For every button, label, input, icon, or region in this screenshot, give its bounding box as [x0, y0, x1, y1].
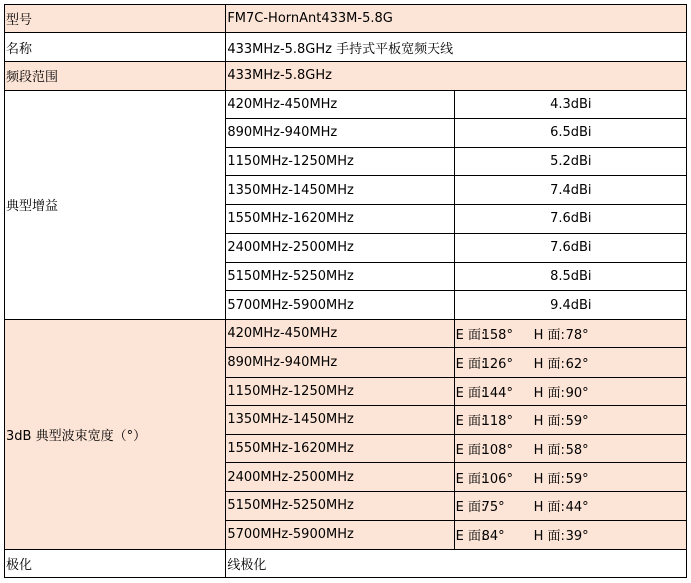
- gain-value: 9.4dBi: [454, 290, 686, 319]
- gain-band: 1150MHz-1250MHz: [226, 147, 454, 175]
- gain-value: 6.5dBi: [454, 118, 686, 147]
- h-plane-value: 78°: [565, 328, 589, 344]
- beam-values: [454, 492, 686, 520]
- beam-band: 1150MHz-1250MHz: [226, 377, 454, 405]
- beamwidth-label: 3dB 典型波束宽度（°）: [5, 320, 226, 550]
- gain-band: 420MHz-450MHz: [226, 90, 454, 118]
- e-plane-label: E 面:: [455, 385, 486, 401]
- gain-band: 1350MHz-1450MHz: [226, 176, 454, 205]
- beam-values: [454, 348, 686, 377]
- freq-range-value: 433MHz-5.8GHz: [226, 62, 687, 90]
- h-plane-value: 59°: [565, 414, 589, 430]
- e-plane-label: E 面:: [455, 443, 486, 459]
- beam-band: 420MHz-450MHz: [226, 320, 454, 348]
- e-plane-value: 75°: [481, 500, 505, 516]
- h-plane-value: 59°: [565, 471, 589, 487]
- beam-values: [454, 320, 686, 348]
- e-plane-value: 118°: [481, 414, 513, 430]
- spec-table-body: [5, 5, 687, 578]
- freq-range-label: 频段范围: [5, 62, 226, 90]
- row-freq-range: [5, 62, 687, 90]
- gain-band: 2400MHz-2500MHz: [226, 233, 454, 262]
- e-plane-label: E 面:: [455, 529, 486, 545]
- gain-band: 5150MHz-5250MHz: [226, 262, 454, 290]
- polarization-label: 极化: [5, 549, 226, 577]
- h-plane-value: 62°: [565, 356, 589, 372]
- h-plane-label: H 面:: [533, 471, 565, 487]
- name-label: 名称: [5, 33, 226, 62]
- row-name: [5, 33, 687, 62]
- gain-value: 7.4dBi: [454, 176, 686, 205]
- gain-label: 典型增益: [5, 90, 226, 320]
- h-plane-value: 90°: [565, 385, 589, 401]
- model-value: FM7C-HornAnt433M-5.8G: [226, 5, 687, 33]
- beam-values: [454, 377, 686, 405]
- e-plane-value: 144°: [481, 385, 513, 401]
- h-plane-label: H 面:: [533, 356, 565, 372]
- gain-band: 5700MHz-5900MHz: [226, 290, 454, 319]
- beam-values: [454, 463, 686, 492]
- e-plane-value: 84°: [481, 529, 505, 545]
- beam-band: 2400MHz-2500MHz: [226, 463, 454, 492]
- gain-band: 1550MHz-1620MHz: [226, 205, 454, 233]
- e-plane-value: 126°: [481, 356, 513, 372]
- e-plane-label: E 面:: [455, 414, 486, 430]
- beam-band: 5150MHz-5250MHz: [226, 492, 454, 520]
- row-model: [5, 5, 687, 33]
- h-plane-label: H 面:: [533, 500, 565, 516]
- beam-values: [454, 405, 686, 434]
- beam-band: 1350MHz-1450MHz: [226, 405, 454, 434]
- gain-value: 4.3dBi: [454, 90, 686, 118]
- e-plane-label: E 面:: [455, 471, 486, 487]
- e-plane-value: 106°: [481, 471, 513, 487]
- model-label: 型号: [5, 5, 226, 33]
- e-plane-value: 108°: [481, 443, 513, 459]
- h-plane-label: H 面:: [533, 385, 565, 401]
- e-plane-label: E 面:: [455, 328, 486, 344]
- beam-row: [5, 320, 687, 348]
- h-plane-label: H 面:: [533, 328, 565, 344]
- h-plane-label: H 面:: [533, 443, 565, 459]
- gain-value: 7.6dBi: [454, 233, 686, 262]
- e-plane-label: E 面:: [455, 356, 486, 372]
- beam-values: [454, 520, 686, 549]
- gain-value: 8.5dBi: [454, 262, 686, 290]
- h-plane-label: H 面:: [533, 529, 565, 545]
- beam-band: 1550MHz-1620MHz: [226, 434, 454, 462]
- polarization-value: 线极化: [226, 549, 687, 577]
- e-plane-value: 158°: [481, 328, 513, 344]
- h-plane-value: 58°: [565, 443, 589, 459]
- gain-band: 890MHz-940MHz: [226, 118, 454, 147]
- name-value: 433MHz-5.8GHz 手持式平板宽频天线: [226, 33, 687, 62]
- h-plane-label: H 面:: [533, 414, 565, 430]
- beam-values: [454, 434, 686, 462]
- spec-table: [4, 4, 687, 578]
- beam-band: 5700MHz-5900MHz: [226, 520, 454, 549]
- gain-row: [5, 90, 687, 118]
- gain-value: 7.6dBi: [454, 205, 686, 233]
- beam-band: 890MHz-940MHz: [226, 348, 454, 377]
- h-plane-value: 44°: [565, 500, 589, 516]
- e-plane-label: E 面:: [455, 500, 486, 516]
- h-plane-value: 39°: [565, 529, 589, 545]
- gain-value: 5.2dBi: [454, 147, 686, 175]
- row-polarization: [5, 549, 687, 577]
